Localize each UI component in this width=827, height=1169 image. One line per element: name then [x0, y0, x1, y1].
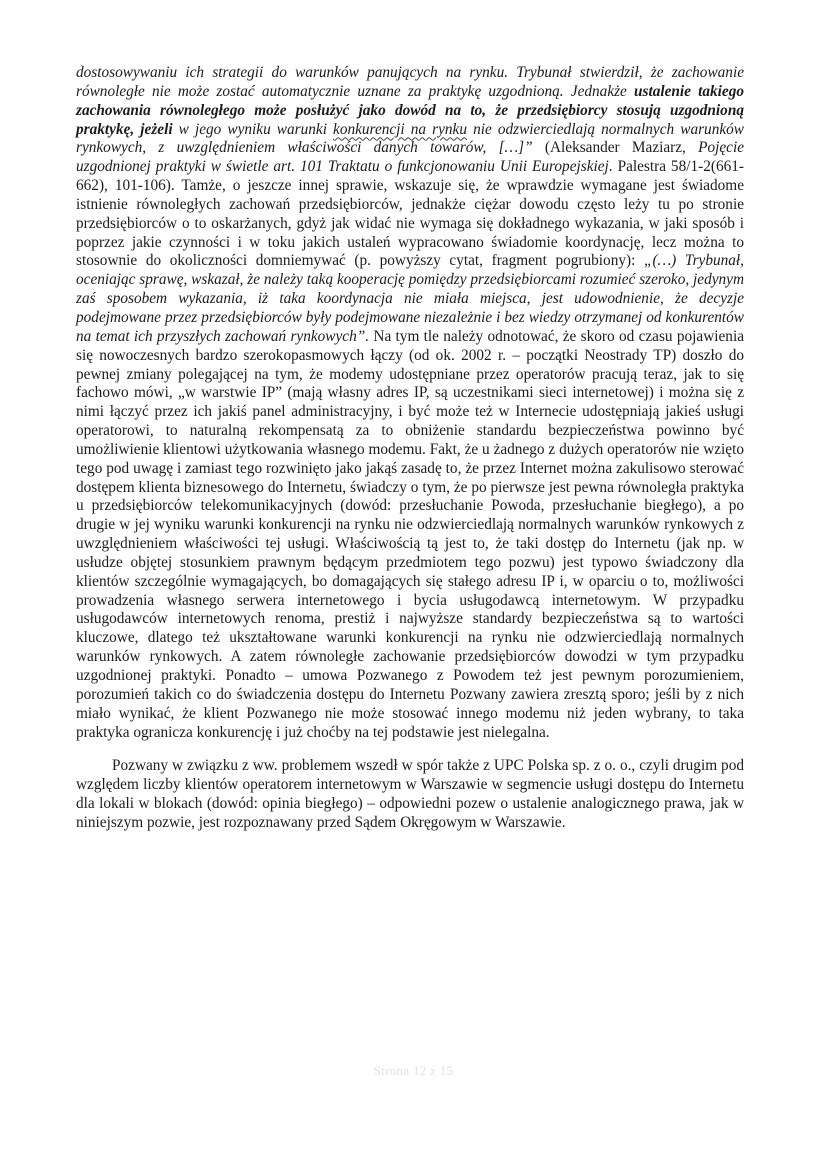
text-run: . Palestra 58/1-2(661-662), 101-106). Tamże, o jeszcze innej sprawie, wskazuje się, że wprawdzie wymagane jest świadome istnienie równoległych zachowań przedsiębiorców, jednakże ciężar dowodu często leży tu po stronie przedsiębiorców o to oskarżanych, gdyż jak widać nie wymaga się dokładnego wykazania, w jaki sposób i poprzez jakie czynności i w toku jakich ustaleń wypracowano świadomie koordynację, lecz można to stosownie do okoliczności domniemywać (p. powyższy cytat, fragment pogrubiony):: [76, 158, 744, 270]
citation-title: Pojęcie uzgodnionej praktyki w świetle art. 101 Traktatu o funkcjonowaniu Unii Europejskiej: [76, 139, 745, 176]
page-number: Strona 12 z 15: [373, 1063, 454, 1078]
bold-italic-run: ustalenie takiego zachowania równoległego może posłużyć jako dowód na to, że przedsiębiorcy stosują uzgodnioną praktykę, jeżeli: [76, 82, 745, 138]
text-run: nie odzwierciedlają normalnych warunków rynkowych, z uwzględnieniem właściwości danych towarów, […]”: [76, 120, 744, 157]
text-run: Na tym tle należy odnotować, że skoro od czasu pojawienia się nowoczesnych bardzo szerokopasmowych łączy (od ok. 2002 r. – początki Neostrady TP) doszło do pewnej zmiany polegającej na tym, że modemy udostępniane przez operatorów pracują teraz, jak to się fachowo mówi, „w warstwie IP” (mają własny adres IP, są uczestnikami sieci internetowej) i można się z nimi łączyć przez ich jakiś panel administracyjny, i być może też w Internecie udostępniają jakieś usługi operatorowi, to naturalną rekompensatą za to obniżenie standardu bezpieczeństwa powinno być umożliwienie klientowi użytkowania własnego modemu. Fakt, że u żadnego z dużych operatorów nie wzięto tego pod uwagę i zamiast tego rozwinięto jako jakąś zasadę to, że przez Internet można zakulisowo sterować dostępem klienta biznesowego do Internetu, świadczy o tym, że po pierwsze jest pewna równoległa praktyka u przedsiębiorców telekomunikacyjnych (dowód: przesłuchanie Powoda, przesłuchanie biegłego), a po drugie w jej wyniku warunki konkurencji na rynku nie odzwierciedlają normalnych warunków rynkowych z uwzględnieniem właściwości tej usługi. Właściwością tą jest to, że taki dostęp do Internetu (jak np. w usłudze objętej stosunkiem prawnym będącym przedmiotem tego pozwu) jest typowo świadczony dla klientów szczególnie wymagających, bo domagających się stałego adresu IP i, w oparciu o to, możliwości prowadzenia własnego serwera internetowego i bycia usługodawcą internetowym. W przypadku usługodawców internetowych renoma, prestiż i najwyższe standardy bezpieczeństwa są to wartości kluczowe, dlatego też ukształtowane warunki konkurencji na rynku nie odzwierciedlają normalnych warunków rynkowych. A zatem równoległe zachowanie przedsiębiorców dowodzi w tym przypadku uzgodnionej praktyki. Ponadto – umowa Pozwanego z Powodem też jest pewnym porozumieniem, porozumień takich co do świadczenia dostępu do Internetu Pozwany zawiera zresztą sporo; jeśli by z nich miało wynikać, że klient Pozwanego nie może stosować innego modemu niż jeden wybrany, to taka praktyka ogranicza konkurencję i już choćby na tej podstawie jest nielegalna.: [76, 327, 744, 741]
document-body: [76, 64, 744, 833]
paragraph-2: Pozwany w związku z ww. problemem wszedł w spór także z UPC Polska sp. z o. o., czyli drugim pod względem liczby klientów operatorem internetowym w Warszawie w segmencie usługi dostępu do Internetu dla lokali w blokach (dowód: opinia biegłego) – odpowiedni pozew o ustalenie analogicznego prawa, jak w niniejszym pozwie, jest rozpoznawany przed Sądem Okręgowym w Warszawie.: [76, 757, 744, 831]
underlined-run: konkurencji na rynku: [333, 120, 467, 138]
text-run: (Aleksander Maziarz,: [532, 139, 699, 157]
text-run: w jego wyniku warunki: [172, 120, 334, 138]
paragraph-1: [76, 64, 744, 742]
quote-run: „(…) Trybunał, oceniając sprawę, wskazał, że należy taką kooperację pomiędzy przedsiębiorcami rozumieć szeroko, jedynym zaś sposobem wykazania, iż taka koordynacja nie miała miejsca, jest udowodnienie, że decyzje podejmowane przez przedsiębiorców były podejmowane niezależnie i bez wiedzy otrzymanej od konkurentów na temat ich przyszłych zachowań rynkowych”.: [76, 252, 744, 345]
text-run: dostosowywaniu ich strategii do warunków panujących na rynku. Trybunał stwierdził, że zachowanie równoległe nie może zostać automatycznie uznane za praktykę uzgodnioną. Jednakże: [76, 64, 744, 100]
